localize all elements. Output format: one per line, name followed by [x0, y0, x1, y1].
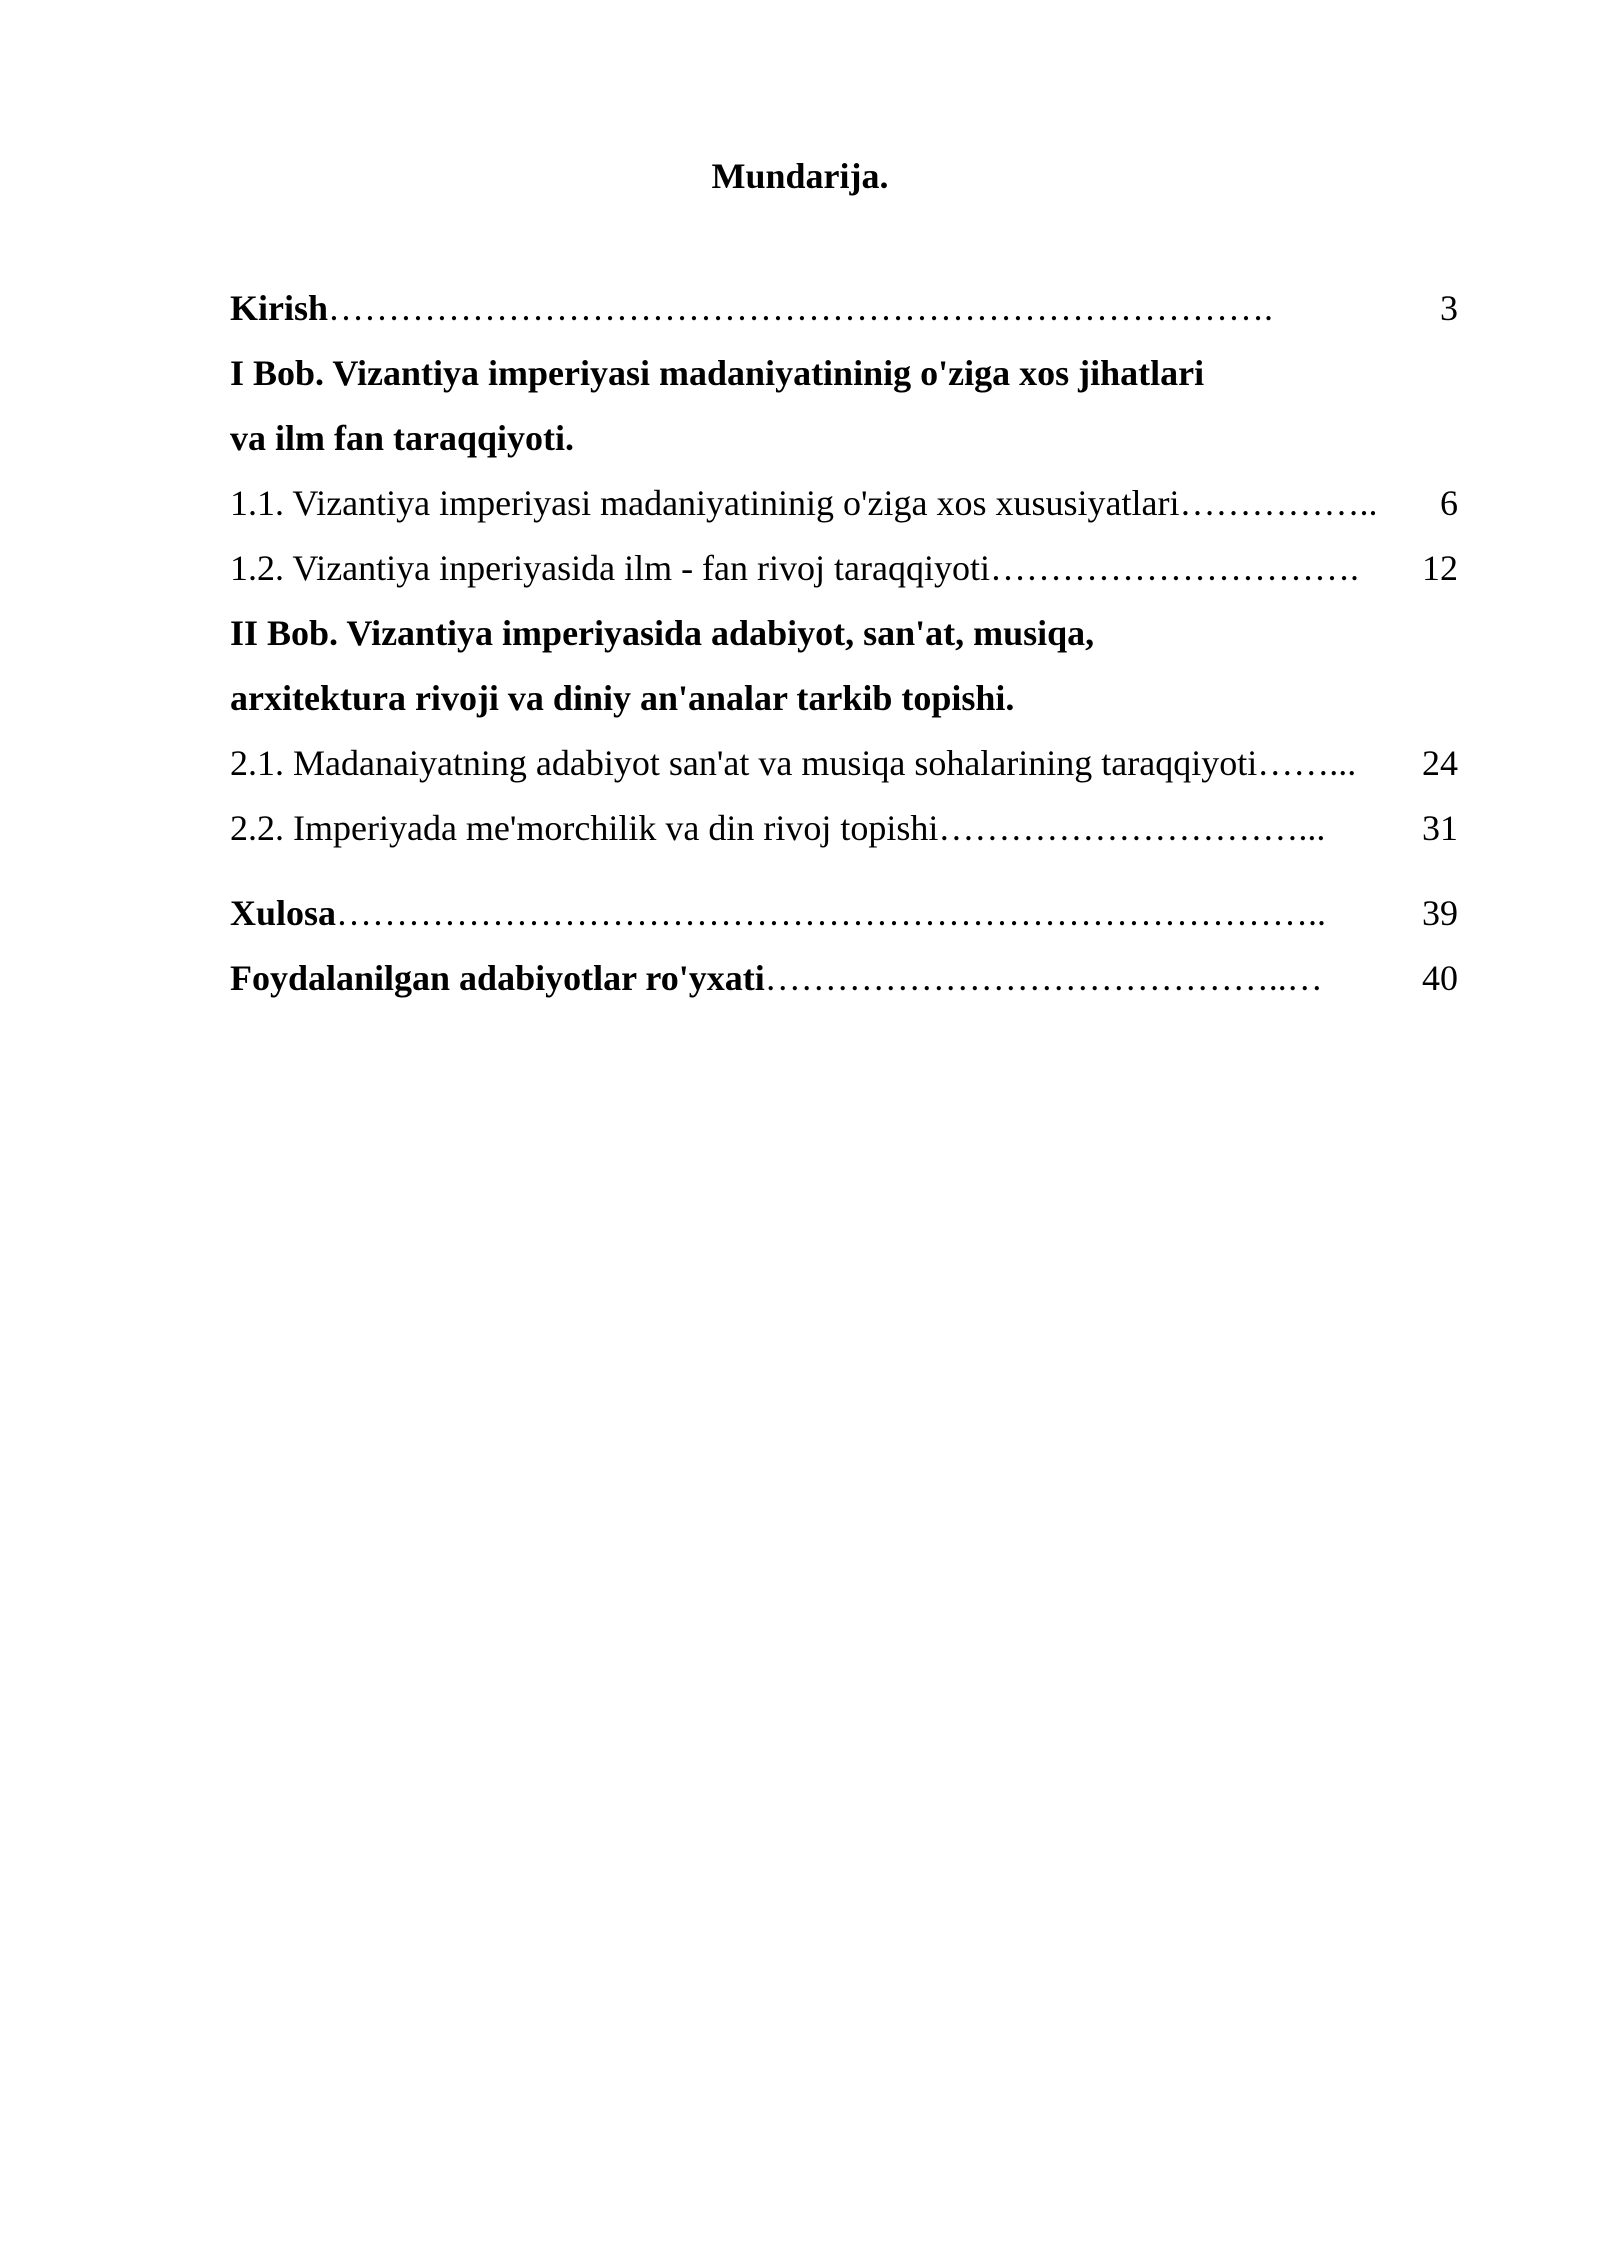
toc-entry-label: 2.1. Madanaiyatning adabiyot san'at va musiqa sohalarining taraqqiyoti: [230, 743, 1258, 783]
table-of-contents: [230, 284, 1458, 1019]
toc-entry-xulosa: [230, 889, 1458, 954]
toc-entry-label: 2.2. Imperiyada me'morchilik va din rivoj topishi: [230, 808, 939, 848]
dot-leader: ………………………………………………………………………..: [336, 893, 1327, 933]
toc-entry-2-1: [230, 739, 1458, 804]
toc-entry-2-2: [230, 804, 1458, 869]
toc-entry-label: 1.1. Vizantiya imperiyasi madaniyatininig o'ziga xos xususiyatlari: [230, 483, 1180, 523]
toc-entry-1-1: [230, 479, 1458, 544]
dot-leader: ……...: [1257, 743, 1357, 783]
dot-leader: …………………………………………………………………….: [328, 288, 1274, 328]
chapter-1-heading-line-2: va ilm fan taraqqiyoti.: [230, 418, 575, 458]
toc-entry-kirish: [230, 284, 1458, 349]
page-title: Mundarija.: [711, 156, 889, 196]
toc-entry-foydalanilgan-adabiyotlar: [230, 954, 1458, 1019]
dot-leader: ……………..: [1179, 483, 1378, 523]
toc-entry-label: Xulosa: [230, 893, 337, 933]
toc-page-number: 6: [1440, 483, 1458, 523]
toc-page-number: 3: [1440, 288, 1458, 328]
toc-entry-label: 1.2. Vizantiya inperiyasida ilm - fan rivoj taraqqiyoti: [230, 548, 990, 588]
chapter-2-heading-line-2: arxitektura rivoji va diniy an'analar tarkib topishi.: [230, 678, 1015, 718]
toc-page-number: 12: [1422, 548, 1458, 588]
toc-page-number: 39: [1422, 893, 1458, 933]
chapter-1-heading-line-1: I Bob. Vizantiya imperiyasi madaniyatininig o'ziga xos jihatlari: [230, 353, 1205, 393]
dot-leader: ………………………….: [989, 548, 1359, 588]
toc-entry-1-2: [230, 544, 1458, 609]
dot-leader: ……………………………………..…: [764, 958, 1323, 998]
toc-page-number: 24: [1422, 743, 1458, 783]
dot-leader: …………………………...: [938, 808, 1326, 848]
chapter-2-heading-line-1: II Bob. Vizantiya imperiyasida adabiyot, san'at, musiqa,: [230, 613, 1095, 653]
toc-entry-label: Kirish: [230, 288, 329, 328]
toc-entry-label: Foydalanilgan adabiyotlar ro'yxati: [230, 958, 765, 998]
toc-page-number: 40: [1422, 958, 1458, 998]
toc-page-number: 31: [1422, 808, 1458, 848]
